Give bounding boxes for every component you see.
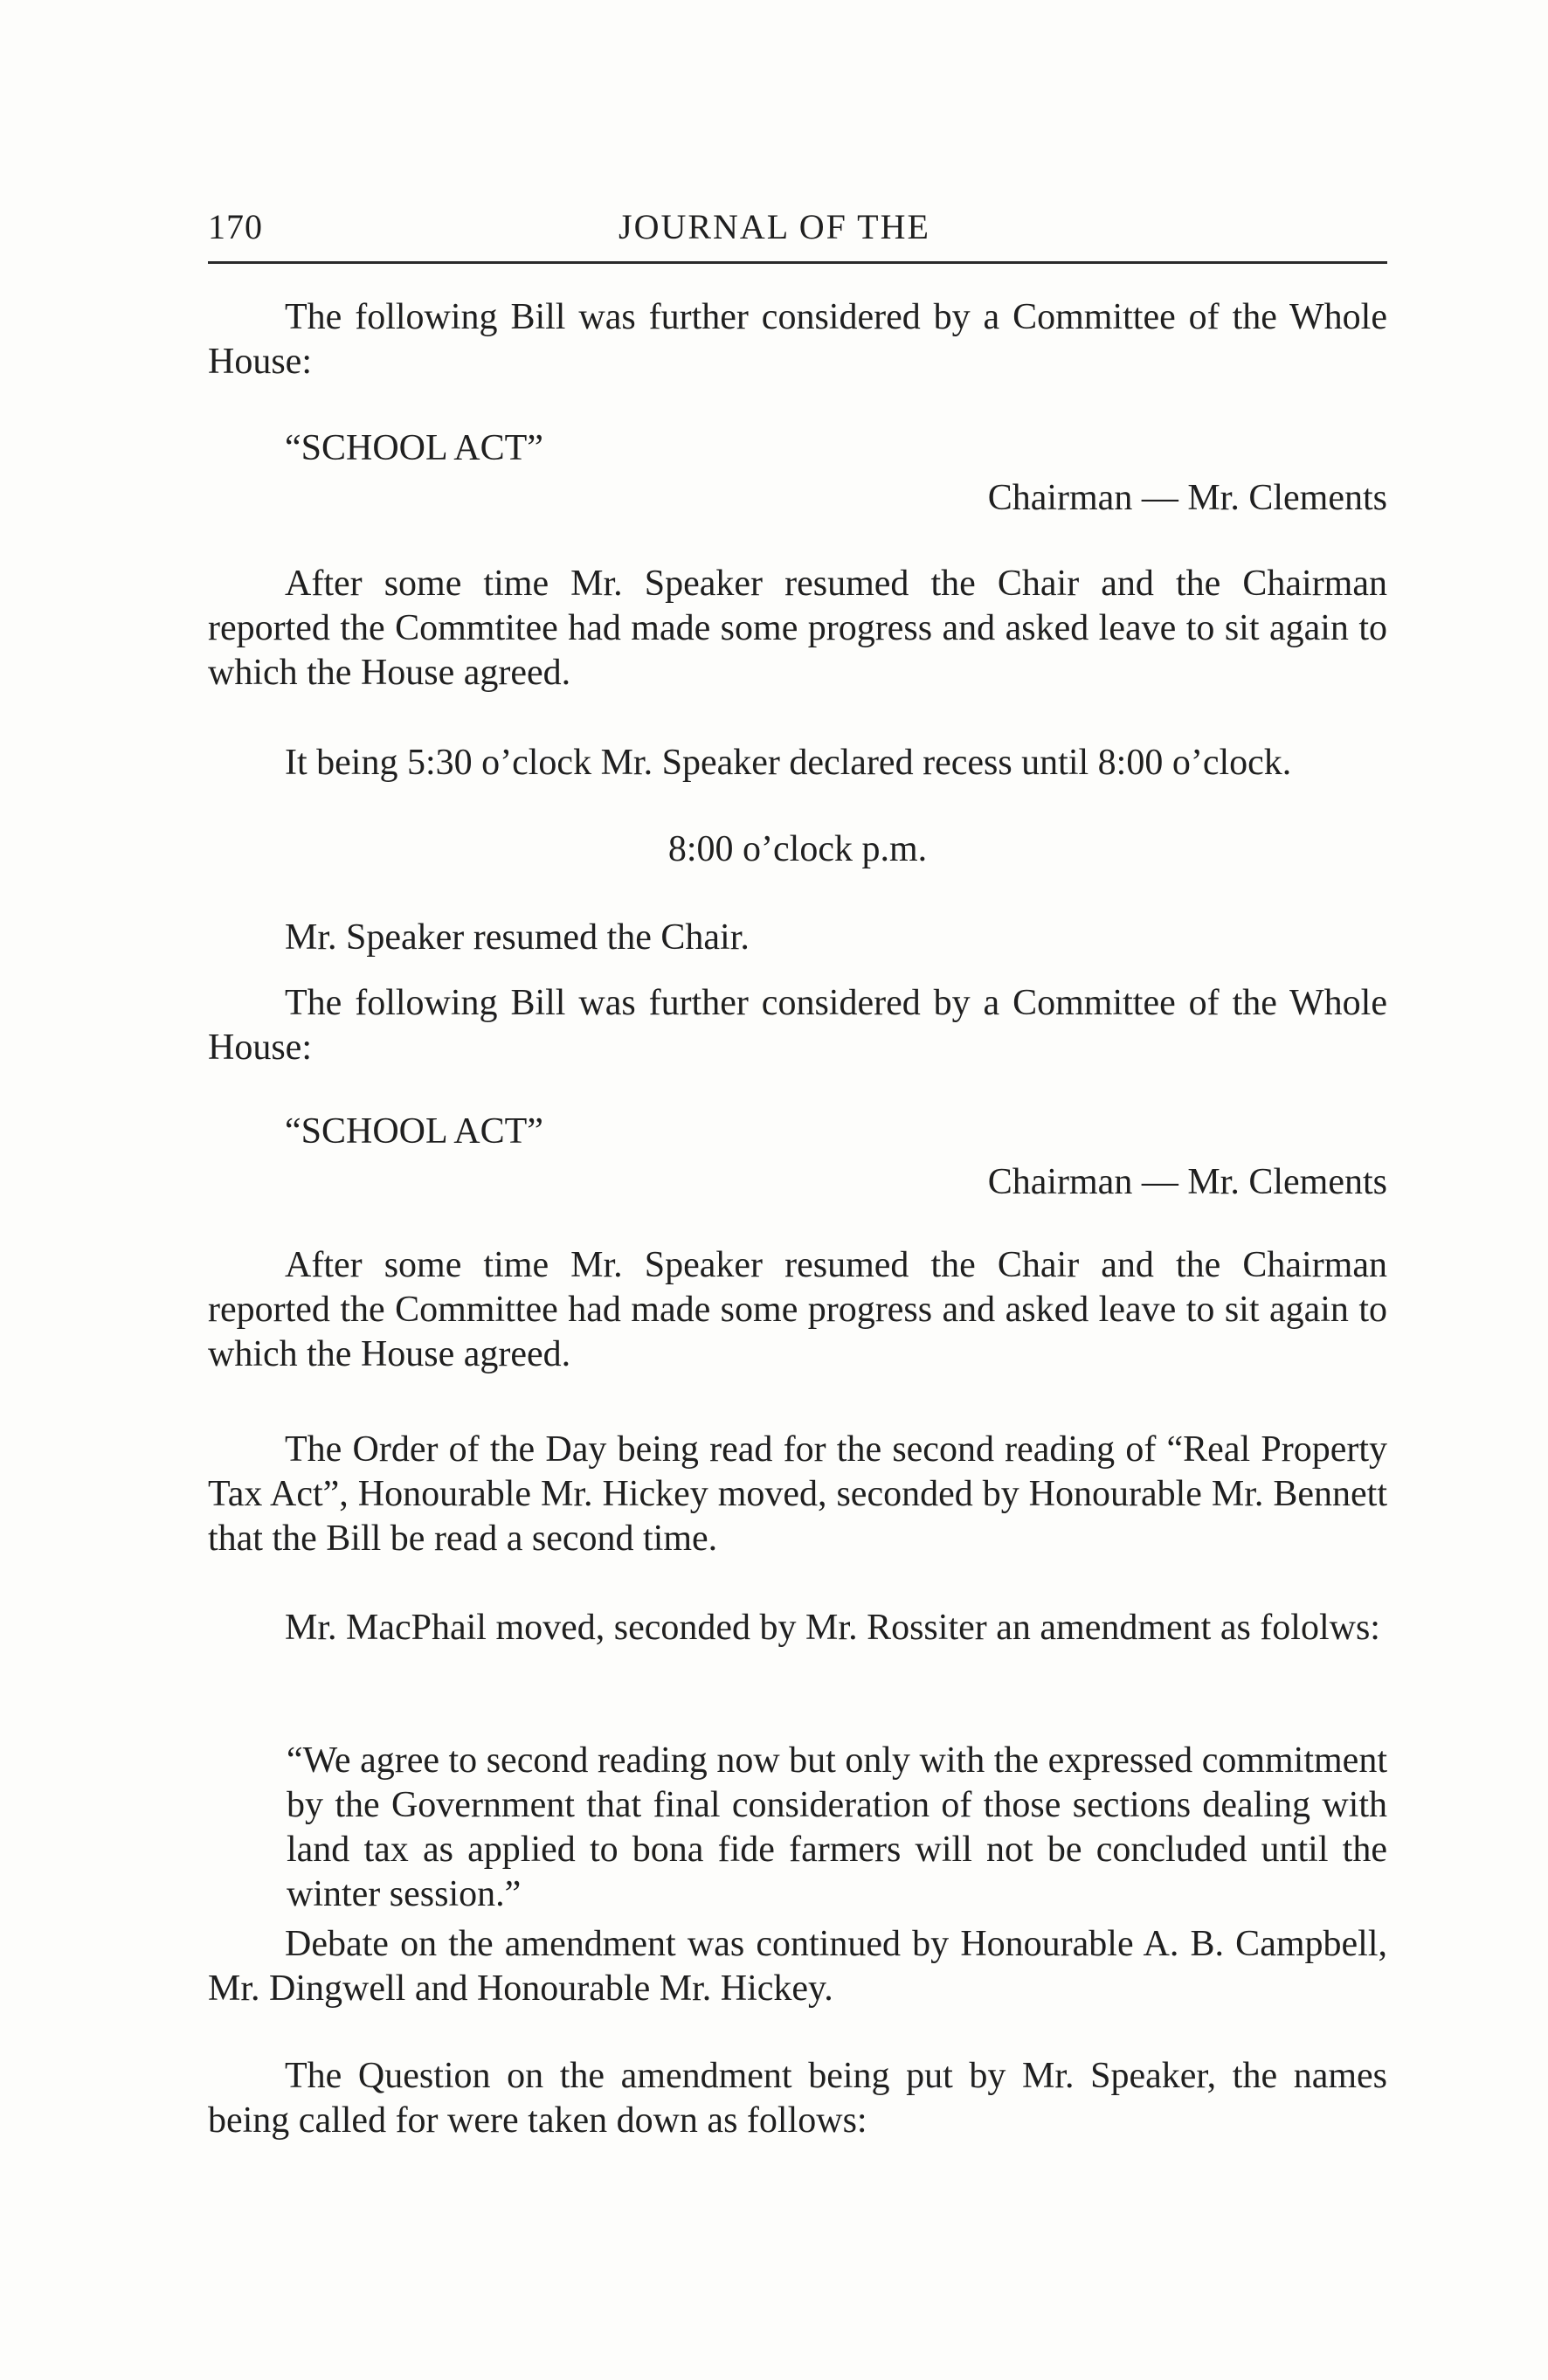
- amendment-quote: “We agree to second reading now but only with the expressed commitment by the Government that final consideration of those sections dealing with land tax as applied to bona fide farmers will not be concluded until the winter session.”: [287, 1740, 1387, 1914]
- paragraph-committee-1: The following Bill was further considered by a Committee of the Whole House:: [208, 297, 1387, 382]
- page-number: 170: [208, 207, 263, 246]
- bill-title-2: “SCHOOL ACT”: [285, 1111, 543, 1152]
- bill-chairman-2: Chairman — Mr. Clements: [987, 1162, 1387, 1202]
- paragraph-report-2: After some time Mr. Speaker resumed the Chair and the Chairman reported the Committee had made some progress and asked leave to sit again to which the House agreed.: [208, 1245, 1387, 1374]
- running-head: JOURNAL OF THE: [619, 207, 930, 246]
- page-header: [208, 199, 1387, 252]
- paragraph-debate: Debate on the amendment was continued by Honourable A. B. Campbell, Mr. Dingwell and Honourable Mr. Hickey.: [208, 1924, 1387, 2009]
- paragraph-report-1: After some time Mr. Speaker resumed the Chair and the Chairman reported the Commtitee had made some progress and asked leave to sit again to which the House agreed.: [208, 564, 1387, 693]
- paragraph-amendment-motion: Mr. MacPhail moved, seconded by Mr. Rossiter an amendment as fololws:: [285, 1608, 1380, 1648]
- bill-title-1: “SCHOOL ACT”: [285, 428, 543, 468]
- paragraph-question: The Question on the amendment being put by Mr. Speaker, the names being called for were taken down as follows:: [208, 2056, 1387, 2141]
- bill-chairman-1: Chairman — Mr. Clements: [987, 478, 1387, 518]
- paragraph-order-of-day: The Order of the Day being read for the second reading of “Real Property Tax Act”, Honourable Mr. Hickey moved, seconded by Honourable Mr. Bennett that the Bill be read a second time.: [208, 1429, 1387, 1559]
- time-heading: 8:00 o’clock p.m.: [667, 829, 928, 869]
- paragraph-resumed: Mr. Speaker resumed the Chair.: [285, 917, 750, 958]
- header-rule: [208, 261, 1387, 264]
- paragraph-committee-2: The following Bill was further considered by a Committee of the Whole House:: [208, 983, 1387, 1068]
- paragraph-recess: It being 5:30 o’clock Mr. Speaker declared recess until 8:00 o’clock.: [285, 743, 1292, 783]
